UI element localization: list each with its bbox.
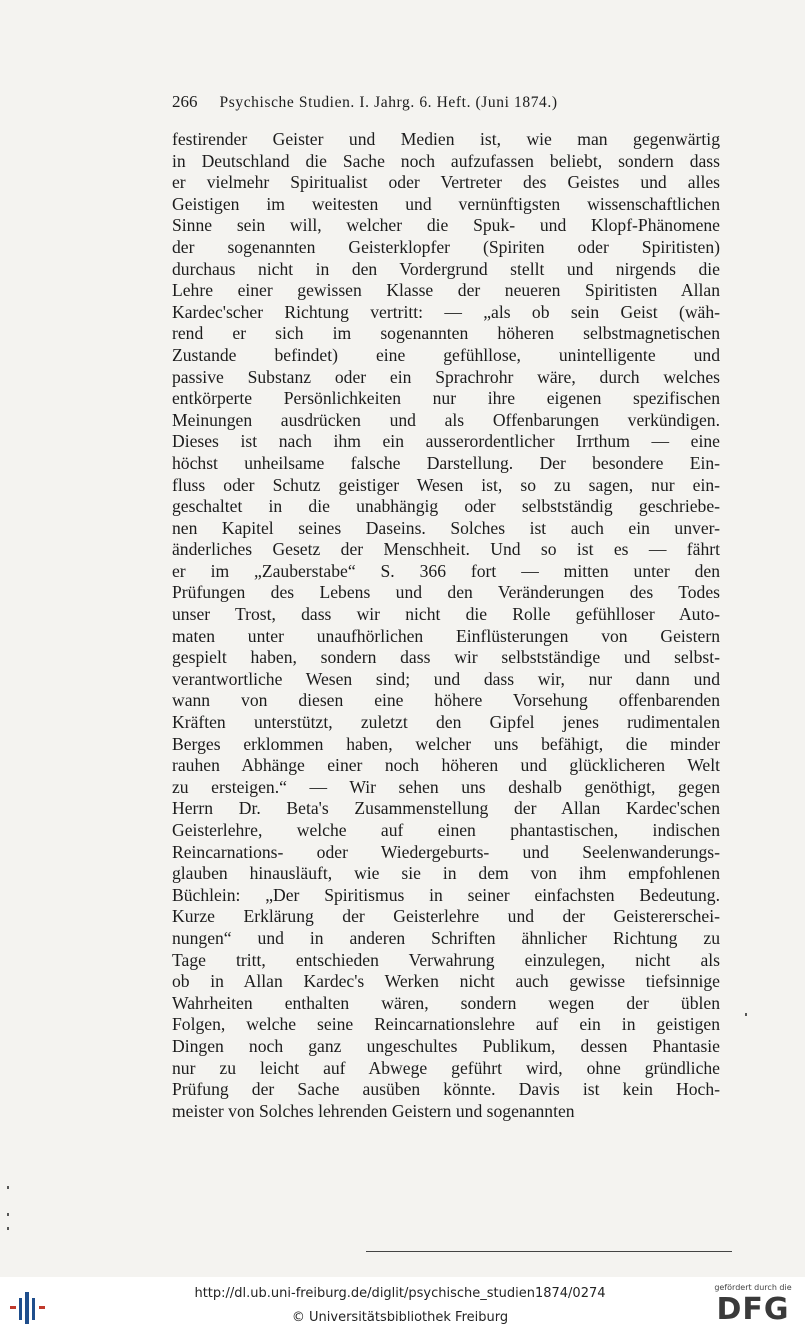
text-line: meister von Solches lehrenden Geistern und sogenannten xyxy=(172,1100,575,1121)
text-line: geschaltet in die unabhängig oder selbstständig geschriebe- xyxy=(172,496,720,517)
text-line: Kurze Erklärung der Geisterlehre und der Geistererschei- xyxy=(172,906,720,927)
running-header xyxy=(172,92,720,112)
text-line: nur zu leicht auf Abwege geführt wird, ohne gründliche xyxy=(172,1057,720,1078)
text-line: wann von diesen eine höhere Vorsehung offenbarenden xyxy=(172,690,720,711)
text-line: höchst unheilsame falsche Darstellung. Der besondere Ein- xyxy=(172,452,720,473)
text-line: Kräften unterstützt, zuletzt den Gipfel jenes rudimentalen xyxy=(172,712,720,733)
text-line: zu ersteigen.“ — Wir sehen uns deshalb genöthigt, gegen xyxy=(172,776,720,797)
text-line: Folgen, welche seine Reincarnationslehre auf ein in geistigen xyxy=(172,1014,720,1035)
running-title: Psychische Studien. I. Jahrg. 6. Heft. (Juni 1874.) xyxy=(219,94,558,111)
margin-mark xyxy=(7,1186,9,1189)
text-line: Reincarnations- oder Wiedergeburts- und Seelenwanderungs- xyxy=(172,841,720,862)
text-line: er vielmehr Spiritualist oder Vertreter des Geistes und alles xyxy=(172,172,720,193)
text-line: Dingen noch ganz ungeschultes Publikum, dessen Phantasie xyxy=(172,1035,720,1056)
text-line: nungen“ und in anderen Schriften ähnlicher Richtung zu xyxy=(172,927,720,948)
footnote-rule xyxy=(366,1251,732,1253)
text-line: Kardec'scher Richtung vertritt: — „als ob sein Geist (wäh- xyxy=(172,301,720,322)
text-line: änderliches Gesetz der Menschheit. Und so ist es — fährt xyxy=(172,539,720,560)
dfg-logo-text: DFG xyxy=(716,1292,790,1327)
text-line: Berges erklommen haben, welcher uns befähigt, die minder xyxy=(172,733,720,754)
dfg-logo xyxy=(708,1283,798,1327)
text-line: Meinungen ausdrücken und als Offenbarungen verkündigen. xyxy=(172,409,720,430)
text-line: Geistigen im weitesten und vernünftigsten wissenschaftlichen xyxy=(172,193,720,214)
text-line: durchaus nicht in den Vordergrund stellt und nirgends die xyxy=(172,258,720,279)
text-line: Lehre einer gewissen Klasse der neueren Spiritisten Allan xyxy=(172,280,720,301)
text-line: Sinne sein will, welcher die Spuk- und Klopf-Phänomene xyxy=(172,215,720,236)
text-line: Zustande befindet) eine gefühllose, unintelligente und xyxy=(172,344,720,365)
text-line: Prüfung der Sache ausüben könnte. Davis ist kein Hoch- xyxy=(172,1079,720,1100)
text-line: Wahrheiten enthalten wären, sondern wegen der üblen xyxy=(172,992,720,1013)
text-line: er im „Zauberstabe“ S. 366 fort — mitten unter den xyxy=(172,560,720,581)
dfg-caption: gefördert durch die xyxy=(714,1283,792,1292)
text-line: der sogenannten Geisterklopfer (Spiriten oder Spiritisten) xyxy=(172,236,720,257)
margin-mark xyxy=(745,1013,747,1016)
text-line: nen Kapitel seines Daseins. Solches ist auch ein unver- xyxy=(172,517,720,538)
text-line: Geisterlehre, welche auf einen phantastischen, indischen xyxy=(172,820,720,840)
text-line: entkörperte Persönlichkeiten nur ihre eigenen spezifischen xyxy=(172,388,720,409)
text-line: Büchlein: „Der Spiritismus in seiner einfachsten Bedeutung. xyxy=(172,884,720,905)
text-line: gespielt haben, sondern dass wir selbstständige und selbst- xyxy=(172,647,720,668)
ub-freiburg-logo-icon xyxy=(8,1290,52,1326)
margin-mark xyxy=(7,1227,9,1230)
text-line: rauhen Abhänge einer noch höheren und glücklicheren Welt xyxy=(172,755,720,776)
text-line: maten unter unaufhörlichen Einflüsterungen von Geistern xyxy=(172,625,720,646)
text-line: rend er sich im sogenannten höheren selbstmagnetischen xyxy=(172,323,720,344)
text-line: unser Trost, dass wir nicht die Rolle gefühlloser Auto- xyxy=(172,604,720,625)
text-line: verantwortliche Wesen sind; und dass wir, nur dann und xyxy=(172,668,720,689)
text-line: festirender Geister und Medien ist, wie man gegenwärtig xyxy=(172,129,720,149)
text-line: ob in Allan Kardec's Werken nicht auch gewisse tiefsinnige xyxy=(172,971,720,992)
text-line: Prüfungen des Lebens und den Veränderungen des Todes xyxy=(172,582,720,603)
text-line: Dieses ist nach ihm ein ausserordentlicher Irrthum — eine xyxy=(172,431,720,452)
text-line: in Deutschland die Sache noch aufzufassen beliebt, sondern dass xyxy=(172,150,720,171)
body-text xyxy=(172,129,720,1122)
margin-mark xyxy=(7,1213,9,1216)
copyright-notice: © Universitätsbibliothek Freiburg xyxy=(291,1310,509,1325)
source-url-link[interactable]: http://dl.ub.uni-freiburg.de/diglit/psychische_studien1874/0274 xyxy=(194,1286,606,1301)
text-line: passive Substanz oder ein Sprachrohr wäre, durch welches xyxy=(172,366,720,387)
text-line: glauben hinausläuft, wie sie in dem von ihm empfohlenen xyxy=(172,863,720,884)
text-line: fluss oder Schutz geistiger Wesen ist, so zu sagen, nur ein- xyxy=(172,474,720,495)
page-number: 266 xyxy=(172,92,198,111)
text-line: Herrn Dr. Beta's Zusammenstellung der Allan Kardec'schen xyxy=(172,798,720,819)
text-line: Tage tritt, entschieden Verwahrung einzulegen, nicht als xyxy=(172,949,720,970)
